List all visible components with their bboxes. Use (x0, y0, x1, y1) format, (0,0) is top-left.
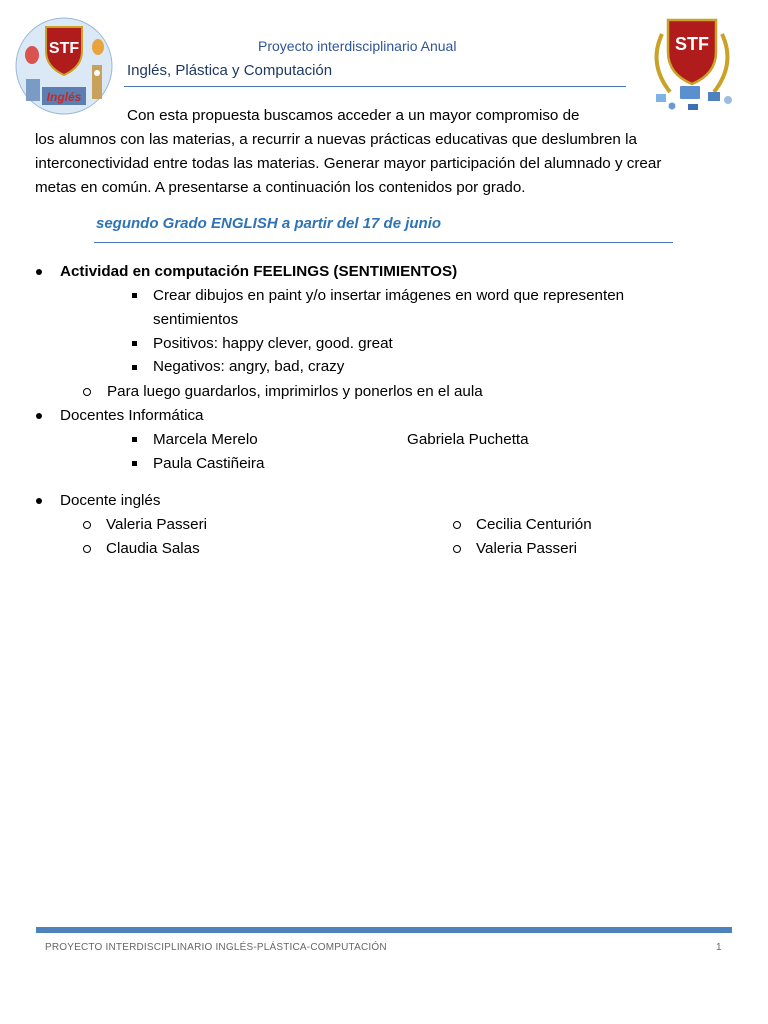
intro-line: interconectividad entre todas las materias. Generar mayor participación del alumnado y crear (35, 155, 662, 172)
bullet-dot (36, 269, 42, 275)
activity-item: Negativos: angry, bad, crazy (153, 358, 345, 375)
bullet-square (132, 461, 137, 466)
grade-heading: segundo Grado ENGLISH a partir del 17 de junio (96, 215, 442, 232)
bullet-square (132, 293, 137, 298)
bullet-square (132, 341, 137, 346)
teacher-name: Valeria Passeri (476, 540, 578, 557)
activity-item: sentimientos (153, 311, 239, 328)
teacher-name: Claudia Salas (106, 540, 200, 557)
document-subtitle: Inglés, Plástica y Computación (127, 62, 333, 79)
bullet-dot (36, 498, 42, 504)
activity-title: Actividad en computación FEELINGS (SENTIMIENTOS) (60, 263, 458, 280)
footer-bar (36, 927, 732, 933)
teacher-name: Cecilia Centurión (476, 516, 592, 533)
docente-ingles-title: Docente inglés (60, 492, 161, 509)
teacher-name: Valeria Passeri (106, 516, 208, 533)
intro-line: los alumnos con las materias, a recurrir a nuevas prácticas educativas que deslumbren la (35, 131, 637, 148)
teacher-name: Marcela Merelo (153, 431, 258, 448)
intro-line: metas en común. A presentarse a continuación los contenidos por grado. (35, 179, 526, 196)
bullet-square (132, 437, 137, 442)
bullet-square (132, 365, 137, 370)
docentes-informatica-title: Docentes Informática (60, 407, 204, 424)
bullet-circle (453, 521, 461, 529)
document-title: Proyecto interdisciplinario Anual (258, 38, 457, 54)
teacher-name: Gabriela Puchetta (407, 431, 529, 448)
bullet-circle (453, 545, 461, 553)
school-logo-right (644, 14, 740, 114)
activity-item: Crear dibujos en paint y/o insertar imágenes en word que representen (153, 287, 625, 304)
activity-followup: Para luego guardarlos, imprimirlos y ponerlos en el aula (107, 383, 483, 400)
grade-divider (94, 242, 673, 243)
page-number: 1 (716, 942, 722, 953)
bullet-circle (83, 388, 91, 396)
bullet-dot (36, 413, 42, 419)
activity-item: Positivos: happy clever, good. great (153, 335, 393, 352)
footer-text: PROYECTO INTERDISCIPLINARIO INGLÉS-PLÁSTICA-COMPUTACIÓN (45, 942, 387, 953)
bullet-circle (83, 545, 91, 553)
teacher-name: Paula Castiñeira (153, 455, 265, 472)
bullet-circle (83, 521, 91, 529)
intro-paragraph (35, 104, 735, 200)
header-divider (124, 86, 626, 87)
logo-right-text: STF (675, 34, 709, 54)
logo-left-caption: Inglés (46, 90, 82, 104)
intro-line: Con esta propuesta buscamos acceder a un mayor compromiso de (127, 107, 580, 124)
logo-left-text: STF (48, 40, 80, 57)
school-logo-left (12, 17, 116, 115)
